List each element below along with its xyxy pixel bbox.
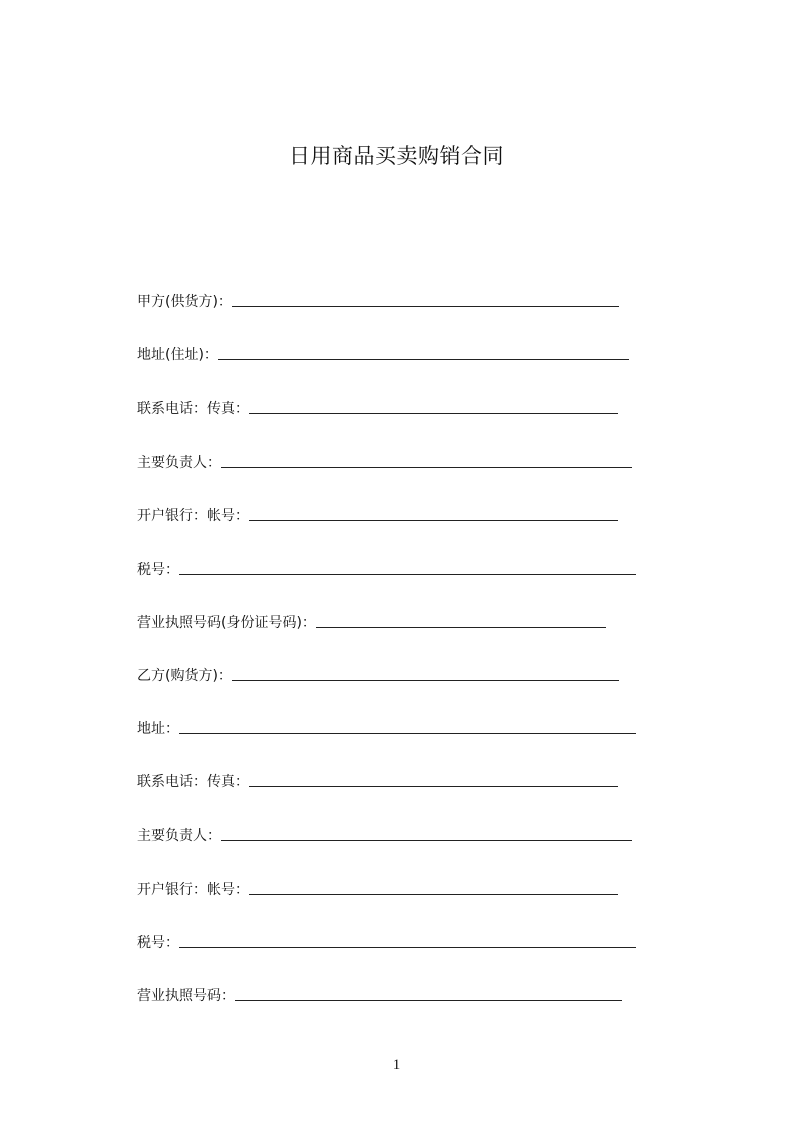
party-b-address-row [137,715,636,739]
party-a-license-row [137,609,606,633]
party-b-principal-row [137,822,632,846]
party-b-name-label: 乙方(购货方)： [137,668,232,684]
party-a-bank-account-label: 开户银行：帐号： [137,508,249,524]
party-b-name-blank[interactable] [232,679,619,681]
party-b-bank-account-label: 开户银行：帐号： [137,882,249,898]
party-b-name-row [137,662,619,686]
party-b-tax-blank[interactable] [179,946,636,948]
party-a-name-row [137,288,619,312]
page-number: 1 [392,1057,401,1073]
party-a-name-label: 甲方(供货方)： [137,294,232,310]
party-b-license-blank[interactable] [235,999,622,1001]
party-b-address-label: 地址： [137,721,179,737]
party-a-bank-account-blank[interactable] [249,519,618,521]
document-title: 日用商品买卖购销合同 [289,144,504,168]
party-a-address-row [137,341,629,365]
party-b-principal-label: 主要负责人： [137,828,221,844]
party-b-address-blank[interactable] [179,732,636,734]
party-a-tax-blank[interactable] [179,573,636,575]
party-a-address-label: 地址(住址)： [137,347,218,363]
party-a-name-blank[interactable] [232,305,619,307]
party-b-bank-account-blank[interactable] [249,893,618,895]
party-a-license-blank[interactable] [316,626,606,628]
party-b-license-label: 营业执照号码： [137,988,235,1004]
party-a-phone-fax-label: 联系电话：传真： [137,401,249,417]
party-a-tax-row [137,556,636,580]
party-a-phone-fax-blank[interactable] [249,412,618,414]
party-b-phone-fax-blank[interactable] [249,785,618,787]
party-a-principal-row [137,449,632,473]
party-a-principal-label: 主要负责人： [137,455,221,471]
party-a-address-blank[interactable] [218,358,629,360]
party-a-principal-blank[interactable] [221,466,632,468]
party-b-tax-row [137,929,636,953]
party-b-tax-label: 税号： [137,935,179,951]
party-b-phone-fax-row [137,768,618,792]
party-a-license-label: 营业执照号码(身份证号码)： [137,615,316,631]
party-b-bank-account-row [137,876,618,900]
party-a-bank-account-row [137,502,618,526]
party-b-phone-fax-label: 联系电话：传真： [137,774,249,790]
party-a-phone-fax-row [137,395,618,419]
party-b-principal-blank[interactable] [221,839,632,841]
party-b-license-row [137,982,622,1006]
party-a-tax-label: 税号： [137,562,179,578]
